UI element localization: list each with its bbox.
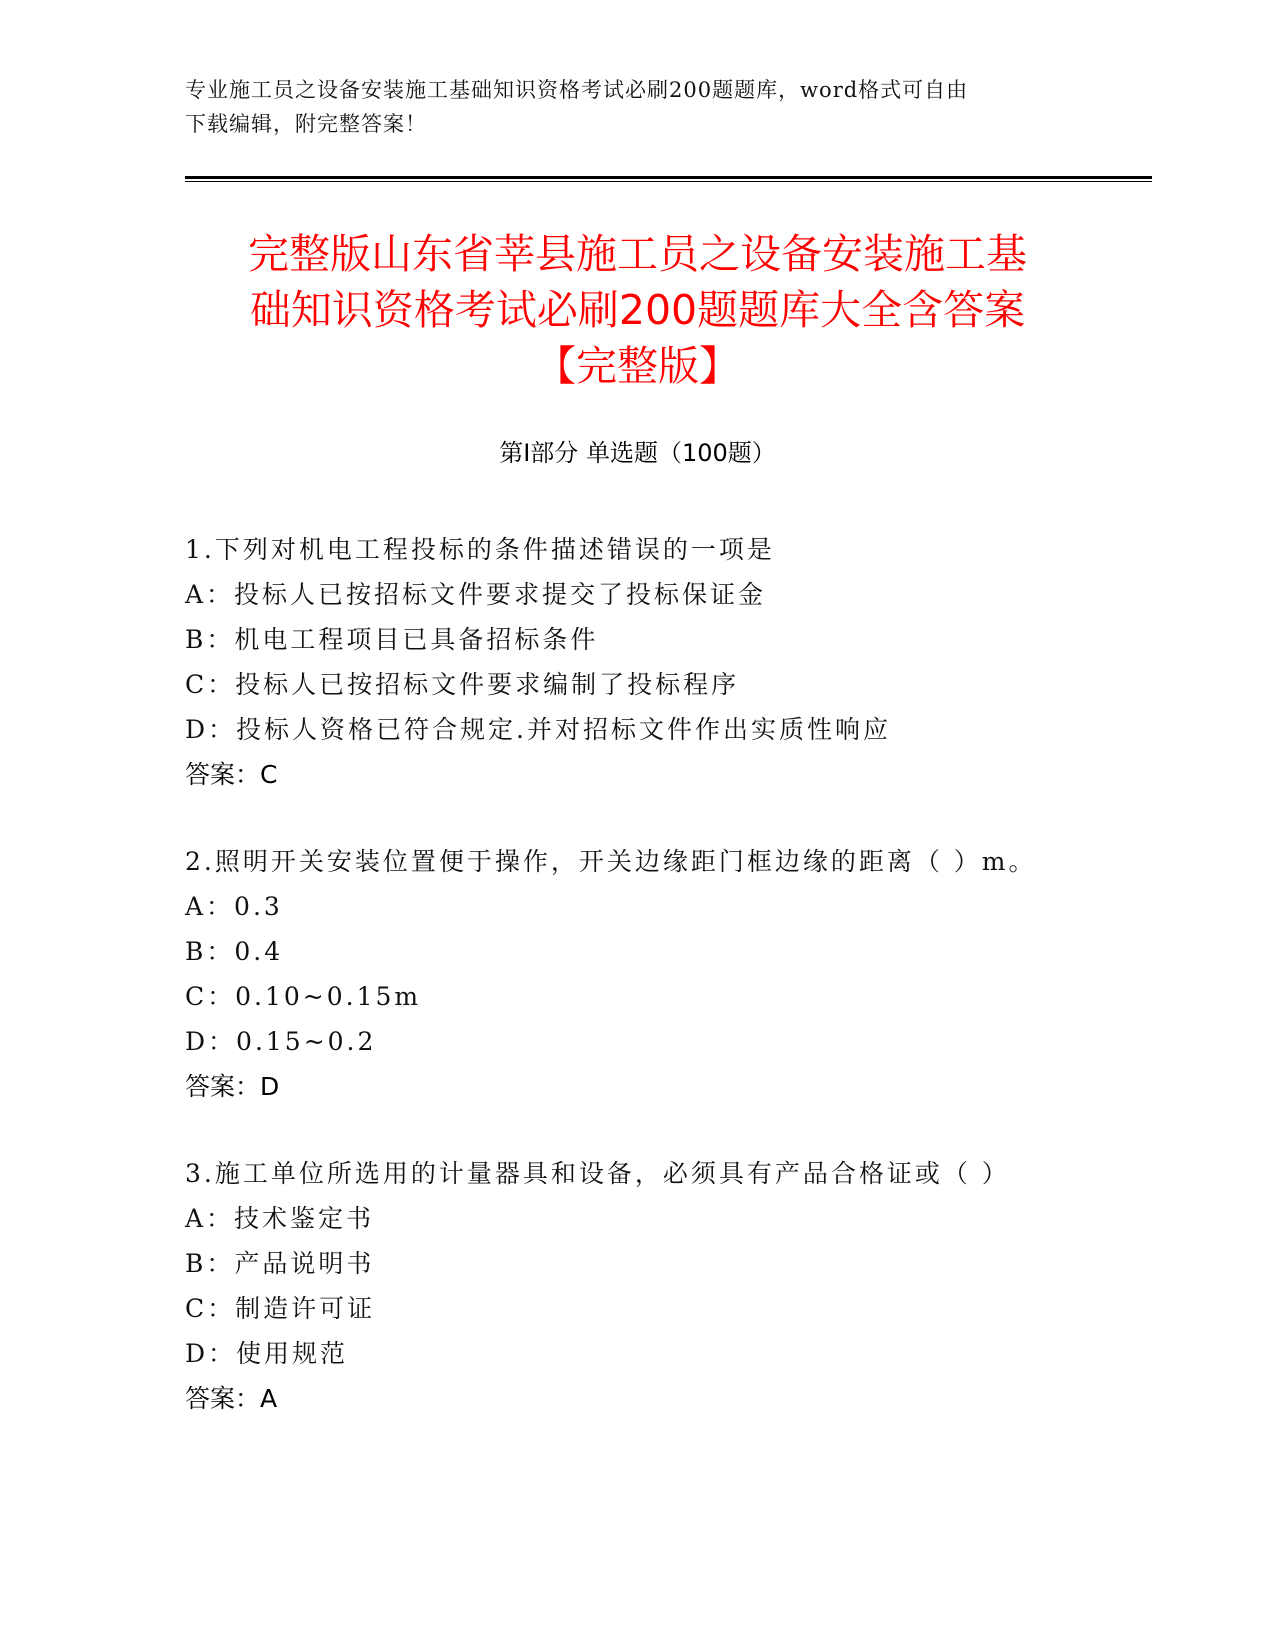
header-divider [185, 176, 1152, 182]
header-note-line-2: 下载编辑，附完整答案！ [185, 112, 427, 136]
section-heading: 第Ⅰ部分 单选题（100题） [499, 439, 776, 467]
document-title [150, 226, 1125, 394]
option-d: D：0.15~0.2 [185, 1027, 377, 1056]
option-c: C：制造许可证 [185, 1294, 376, 1323]
option-d: D：使用规范 [185, 1339, 349, 1368]
question-1 [185, 527, 1145, 797]
option-b: B：机电工程项目已具备招标条件 [185, 625, 599, 654]
option-a: A：0.3 [185, 892, 283, 921]
header-note [185, 73, 1065, 141]
option-b: B：0.4 [185, 937, 284, 966]
question-stem: 3.施工单位所选用的计量器具和设备，必须具有产品合格证或（ ） [185, 1159, 1010, 1188]
answer: 答案：A [185, 1384, 278, 1413]
option-d: D：投标人资格已符合规定.并对招标文件作出实质性响应 [185, 715, 891, 744]
title-line-2: 础知识资格考试必刷200题题库大全含答案 [249, 286, 1026, 334]
header-note-line-1: 专业施工员之设备安装施工基础知识资格考试必刷200题题库，word格式可自由 [185, 78, 969, 102]
option-b: B：产品说明书 [185, 1249, 375, 1278]
option-a: A：投标人已按招标文件要求提交了投标保证金 [185, 580, 767, 609]
question-3 [185, 1151, 1145, 1421]
title-line-3: 【完整版】 [535, 342, 740, 390]
option-c: C：投标人已按招标文件要求编制了投标程序 [185, 670, 740, 699]
question-list [185, 527, 1145, 1463]
answer: 答案：D [185, 1072, 280, 1101]
question-stem: 1.下列对机电工程投标的条件描述错误的一项是 [185, 535, 775, 564]
option-a: A：技术鉴定书 [185, 1204, 375, 1233]
answer: 答案：C [185, 760, 278, 789]
question-2 [185, 839, 1145, 1109]
option-c: C：0.10~0.15m [185, 982, 422, 1011]
title-line-1: 完整版山东省莘县施工员之设备安装施工基 [248, 230, 1027, 278]
question-stem: 2.照明开关安装位置便于操作，开关边缘距门框边缘的距离（ ）m。 [185, 847, 1037, 876]
